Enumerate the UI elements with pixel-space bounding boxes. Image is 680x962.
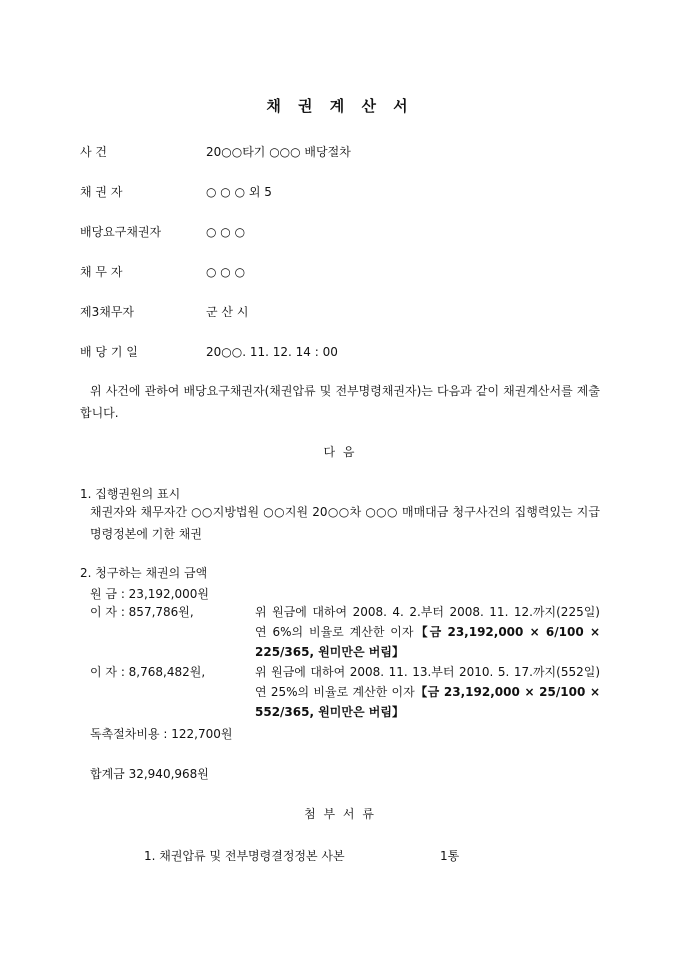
field-label-claiming-creditor: 배당요구채권자 <box>80 225 162 239</box>
field-value-claiming-creditor: ○ ○ ○ <box>206 225 246 239</box>
interest2-calculation <box>255 662 600 722</box>
section2-title: 2. 청구하는 채권의 금액 <box>80 566 208 580</box>
interest2-calc-text: 위 원금에 대하여 2008. 11. 13.부터 2010. 5. 17.까지(552일) 연 25%의 비율로 계산한 이자 <box>255 665 600 699</box>
field-label-debtor: 채 무 자 <box>80 265 123 279</box>
document-title: 채 권 계 산 서 <box>266 97 414 115</box>
procedure-cost: 독촉절차비용 : 122,700원 <box>90 727 233 741</box>
interest1-calculation <box>255 602 600 662</box>
interest2-label: 이 자 : 8,768,482원, <box>90 665 206 679</box>
heading-next: 다 음 <box>323 445 357 459</box>
attachment-item: 1. 채권압류 및 전부명령결정정본 사본 <box>144 849 345 863</box>
principal-amount: 원 금 : 23,192,000원 <box>90 587 209 601</box>
field-value-third-debtor: 군 산 시 <box>206 305 249 319</box>
interest1-calc-text: 위 원금에 대하여 2008. 4. 2.부터 2008. 11. 12.까지(225일) 연 6%의 비율로 계산한 이자 <box>255 605 600 639</box>
total-amount: 합계금 32,940,968원 <box>90 767 209 781</box>
field-label-creditor: 채 권 자 <box>80 185 123 199</box>
field-label-distribution-date: 배 당 기 일 <box>80 345 138 359</box>
interest2-calc-formula: 【금 23,192,000 × 25/100 × 552/365, 원미만은 버림】 <box>255 685 600 719</box>
field-value-debtor: ○ ○ ○ <box>206 265 246 279</box>
section1-title: 1. 집행권원의 표시 <box>80 487 181 501</box>
section1-body: 채권자와 채무자간 ○○지방법원 ○○지원 20○○차 ○○○ 매매대금 청구사건의 집행력있는 지급명령정본에 기한 채권 <box>90 505 600 541</box>
field-value-creditor: ○ ○ ○ 외 5 <box>206 185 272 199</box>
field-value-case: 20○○타기 ○○○ 배당절차 <box>206 145 351 159</box>
intro-paragraph: 위 사건에 관하여 배당요구채권자(채권압류 및 전부명령채권자)는 다음과 같이 채권계산서를 제출합니다. <box>80 384 600 420</box>
interest1-calc-formula: 【금 23,192,000 × 6/100 × 225/365, 원미만은 버림】 <box>255 625 601 659</box>
attachments-heading: 첨 부 서 류 <box>304 807 376 821</box>
attachment-count: 1통 <box>440 849 460 863</box>
field-label-case: 사 건 <box>80 145 107 159</box>
field-label-third-debtor: 제3채무자 <box>80 305 135 319</box>
field-value-distribution-date: 20○○. 11. 12. 14 : 00 <box>206 345 338 359</box>
interest1-label: 이 자 : 857,786원, <box>90 605 194 619</box>
